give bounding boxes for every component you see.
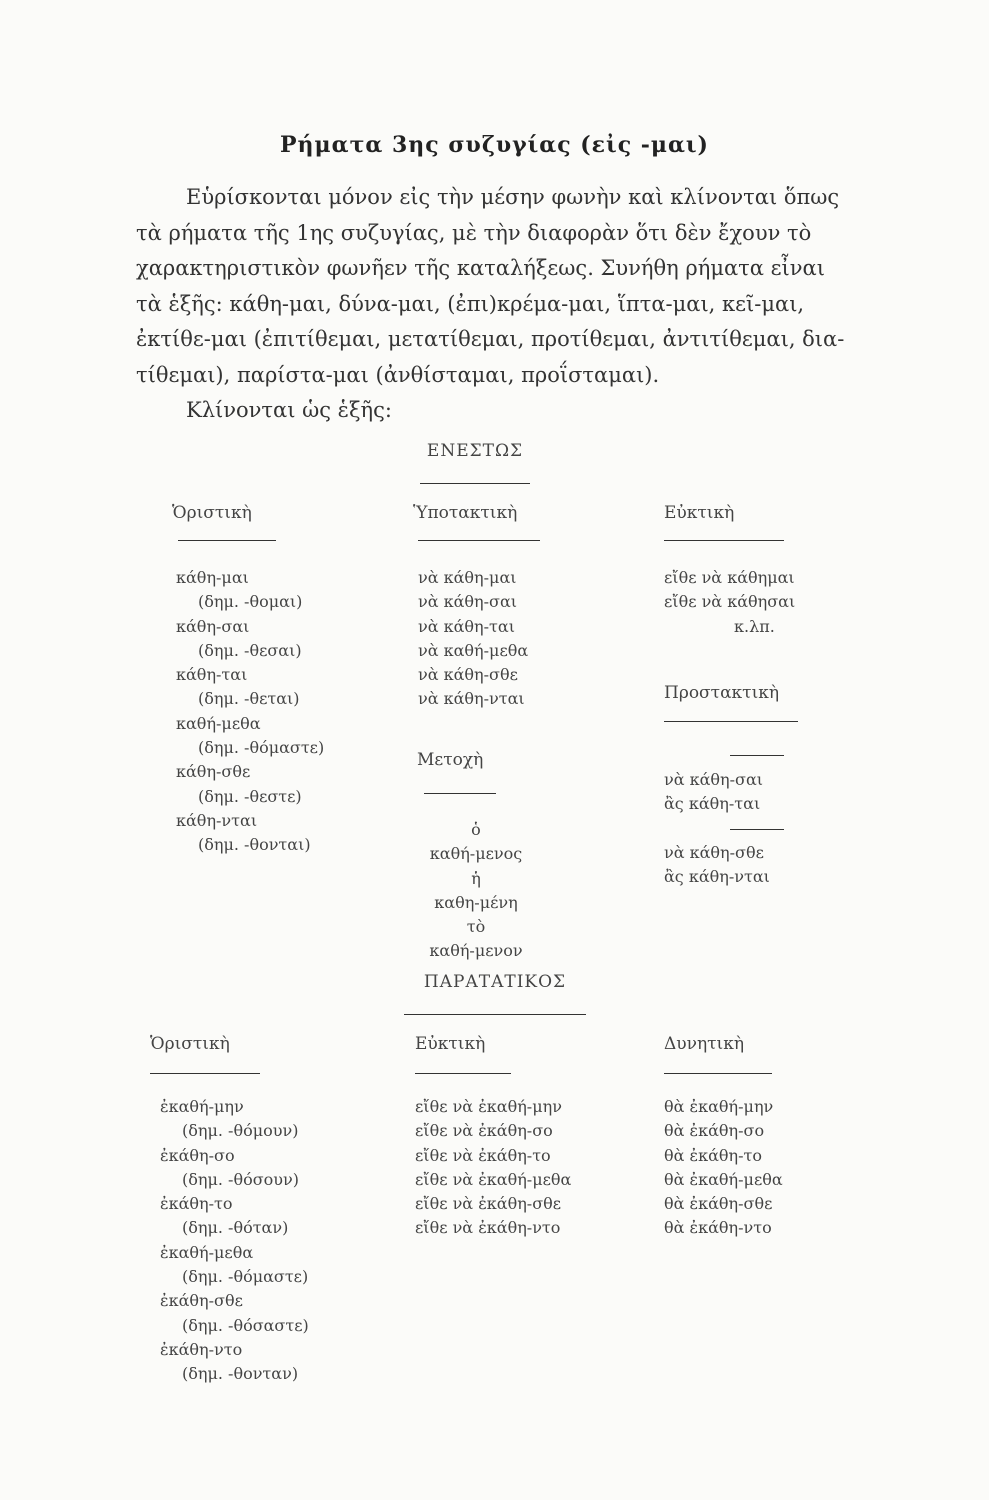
list-item: (δημ. -θεται)	[198, 689, 300, 709]
list-item: (δημ. -θόσαστε)	[182, 1315, 309, 1335]
list-item: ὁ	[471, 820, 481, 839]
list-item: καθη-μένη	[434, 892, 518, 912]
present-indicative-label: Ὁριστικὴ	[172, 503, 252, 523]
page-title: Ρήματα 3ης συζυγίας (εἰς -μαι)	[280, 132, 709, 158]
list-item: καθή-μενος	[429, 844, 523, 864]
divider	[730, 829, 784, 830]
list-item: νὰ κάθη-σαι	[664, 770, 764, 789]
divider	[418, 540, 540, 541]
intro-line: τὰ ἑξῆς: κάθη-μαι, δύνα-μαι, (ἐπι)κρέμα-μαι, ἵπτα-μαι, κεῖ-μαι,	[136, 291, 805, 316]
list-item: ἐκαθή-μην	[160, 1097, 244, 1116]
list-item: ἡ	[471, 868, 481, 888]
list-item: εἴθε νὰ ἐκάθη-ντο	[415, 1218, 561, 1238]
list-item: εἴθε νὰ ἐκαθή-μεθα	[415, 1169, 572, 1189]
list-item: εἴθε νὰ κάθησαι	[664, 592, 796, 612]
list-item: (δημ. -θόμουν)	[182, 1121, 299, 1141]
list-item: (δημ. -θόταν)	[182, 1218, 289, 1238]
list-item: εἴθε νὰ ἐκάθη-σθε	[415, 1194, 562, 1214]
list-item: εἴθε νὰ κάθημαι	[664, 568, 795, 587]
list-item: θὰ ἐκάθη-ντο	[664, 1218, 772, 1238]
intro-line: ἐκτίθε-μαι (ἐπιτίθεμαι, μετατίθεμαι, προτίθεμαι, ἀντιτίθεμαι, δια-	[136, 327, 845, 351]
present-imperative-list	[664, 768, 763, 817]
list-item: νὰ κάθη-ται	[418, 616, 515, 636]
list-item: (δημ. -θεστε)	[198, 786, 302, 806]
list-item: (δημ. -θεσαι)	[198, 640, 302, 660]
intro-paragraph	[136, 180, 896, 429]
list-item: κάθη-νται	[176, 810, 258, 830]
list-item: εἴθε νὰ ἐκάθη-σο	[415, 1121, 553, 1141]
list-item: νὰ κάθη-σαι	[418, 592, 518, 612]
present-imperative-list-2	[664, 841, 770, 890]
intro-line: χαρακτηριστικὸν φωνῆεν τῆς καταλήξεως. Συνήθη ρήματα εἶναι	[136, 256, 825, 280]
divider	[730, 755, 784, 756]
list-item: ἐκάθη-σο	[160, 1145, 235, 1165]
divider	[664, 1073, 772, 1074]
present-indicative-list	[176, 566, 324, 858]
intro-line: Εὑρίσκονται μόνον εἰς τὴν μέσην φωνὴν καὶ κλίνονται ὅπως	[186, 185, 840, 209]
intro-line: τίθεμαι), παρίστα-μαι (ἀνθίσταμαι, προΐσταμαι).	[136, 362, 660, 387]
imperfect-conditional-list	[664, 1095, 783, 1241]
imperfect-optative-list	[415, 1095, 571, 1241]
list-item: ἐκαθή-μεθα	[160, 1242, 254, 1262]
present-heading: ΕΝΕΣΤΩΣ	[426, 441, 524, 461]
list-item: τὸ	[466, 917, 486, 937]
present-participle-label: Μετοχὴ	[417, 750, 484, 770]
list-item: νὰ κάθη-σθε	[664, 843, 764, 862]
list-item: θὰ ἐκάθη-σο	[664, 1121, 765, 1141]
list-item: θὰ ἐκαθή-μην	[664, 1097, 774, 1116]
present-optative-list	[664, 566, 795, 639]
list-item: κάθη-σθε	[176, 762, 251, 782]
list-item: εἴθε νὰ ἐκάθη-το	[415, 1145, 551, 1165]
list-item: (δημ. -θονται)	[198, 835, 311, 855]
intro-line: τὰ ρήματα τῆς 1ης συζυγίας, μὲ τὴν διαφορὰν ὅτι δὲν ἔχουν τὸ	[136, 220, 812, 245]
list-item: νὰ καθή-μεθα	[418, 640, 529, 660]
list-item: ἂς κάθη-ται	[664, 794, 761, 814]
list-item: (δημ. -θομαι)	[198, 592, 303, 612]
imperfect-indicative-label: Ὁριστικὴ	[150, 1034, 230, 1054]
list-item: θὰ ἐκαθή-μεθα	[664, 1169, 783, 1189]
list-item: (δημ. -θόμαστε)	[198, 738, 325, 758]
list-item: κάθη-σαι	[176, 616, 250, 636]
list-item: (δημ. -θόμαστε)	[182, 1267, 309, 1287]
imperfect-heading: ΠΑΡΑΤΑΤΙΚΟΣ	[423, 972, 567, 992]
divider	[415, 1073, 511, 1074]
list-item: νὰ κάθη-μαι	[418, 568, 517, 587]
divider	[664, 540, 784, 541]
imperfect-conditional-label: Δυνητικὴ	[664, 1034, 745, 1054]
present-subjunctive-list	[418, 566, 528, 712]
list-item: ἐκάθη-το	[160, 1194, 233, 1214]
imperfect-indicative-list	[160, 1095, 309, 1387]
list-item: καθή-μενον	[429, 941, 523, 961]
list-item: κάθη-ται	[176, 665, 248, 685]
list-item: εἴθε νὰ ἐκαθή-μην	[415, 1097, 562, 1116]
divider	[178, 540, 276, 541]
divider	[664, 721, 798, 722]
list-item: θὰ ἐκάθη-σθε	[664, 1194, 773, 1214]
present-heading-rule	[420, 483, 530, 484]
imperfect-optative-label: Εὐκτικὴ	[415, 1034, 486, 1054]
list-item: νὰ κάθη-σθε	[418, 665, 518, 685]
list-item: ἐκάθη-σθε	[160, 1291, 243, 1311]
divider	[424, 793, 496, 794]
imperfect-heading-rule	[404, 1014, 586, 1015]
list-item: νὰ κάθη-νται	[418, 689, 525, 709]
etc-note: κ.λπ.	[734, 616, 775, 636]
list-item: (δημ. -θόσουν)	[182, 1169, 299, 1189]
list-item: ἂς κάθη-νται	[664, 867, 770, 887]
intro-line: Κλίνονται ὡς ἑξῆς:	[186, 398, 392, 422]
divider	[150, 1073, 260, 1074]
list-item: (δημ. -θονταν)	[182, 1364, 299, 1384]
list-item: κάθη-μαι	[176, 568, 249, 587]
present-participle-list	[406, 818, 546, 964]
list-item: θὰ ἐκάθη-το	[664, 1145, 763, 1165]
present-imperative-label: Προστακτικὴ	[664, 683, 780, 703]
present-subjunctive-label: Ὑποτακτικὴ	[413, 503, 518, 523]
list-item: ἐκάθη-ντο	[160, 1339, 243, 1359]
present-optative-label: Εὐκτικὴ	[664, 503, 735, 523]
list-item: καθή-μεθα	[176, 713, 261, 733]
